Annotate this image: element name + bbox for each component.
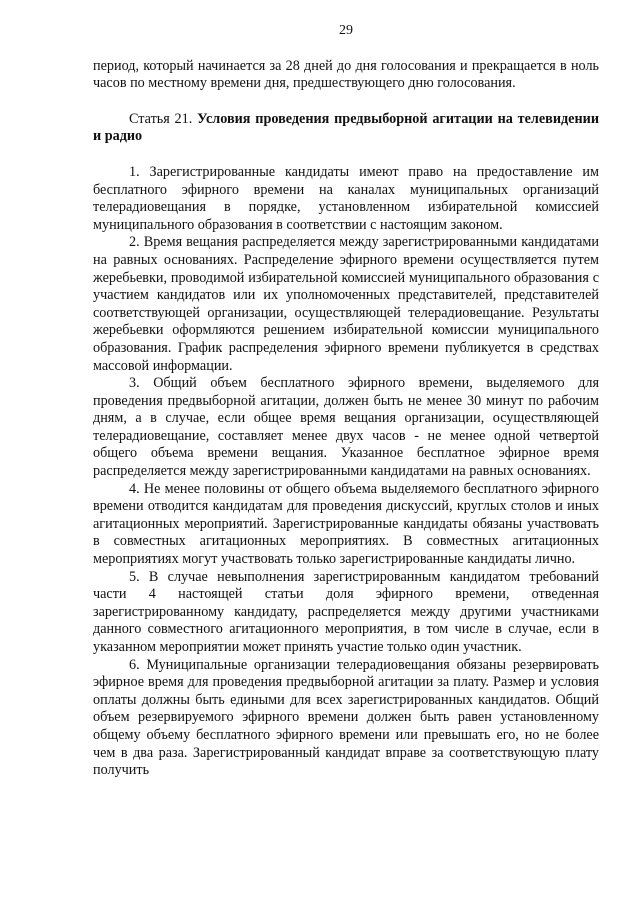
intro-paragraph: период, который начинается за 28 дней до дня голосования и прекращается в ноль часов по местному времени дня, предшествующего дню голосования.	[93, 57, 599, 92]
paragraph-2: 2. Время вещания распределяется между зарегистрированными кандидатами на равных основаниях. Распределение эфирного времени осуществляется путем жеребьевки, проводимой избирательной комиссией муниципального образования с участием кандидатов или их уполномоченных представителей, представителей соответствующей организации, осуществляющей телерадиовещание. Результаты жеребьевки оформляются решением избирательной комиссии муниципального образования. График распределения эфирного времени публикуется в средствах массовой информации.	[93, 234, 599, 374]
paragraph-4: 4. Не менее половины от общего объема выделяемого бесплатного эфирного времени отводится кандидатам для проведения дискуссий, круглых столов и иных агитационных мероприятий. Зарегистрированные кандидаты обязаны участвовать в совместных агитационных мероприятиях. В совместных агитационных мероприятиях могут участвовать только зарегистрированные кандидаты лично.	[93, 480, 599, 568]
paragraph-6: 6. Муниципальные организации телерадиовещания обязаны резервировать эфирное время для проведения предвыборной агитации за плату. Размер и условия оплаты должны быть едиными для всех зарегистрированных кандидатов. Общий объем резервируемого эфирного времени должен быть равен установленному общему объему бесплатного эфирного времени или превышать его, но не более чем в два раза. Зарегистрированный кандидат вправе за соответствующую плату получить	[93, 656, 599, 779]
paragraph-3: 3. Общий объем бесплатного эфирного времени, выделяемого для проведения предвыборной агитации, должен быть не менее 30 минут по рабочим дням, а в случае, если общее время вещания организации, осуществляющей телерадиовещание, составляет менее двух часов - не менее одной четвертой общего объема времени вещания. Указанное бесплатное эфирное время распределяется между зарегистрированными кандидатами на равных основаниях.	[93, 375, 599, 480]
article-heading	[93, 111, 599, 146]
article-title: Условия проведения предвыборной агитации на телевидении и радио	[93, 110, 600, 145]
page-number: 29	[339, 23, 353, 38]
document-page	[93, 22, 599, 780]
paragraph-5: 5. В случае невыполнения зарегистрированным кандидатом требований части 4 настоящей статьи доля эфирного времени, отведенная зарегистрированному кандидату, распределяется между другими участниками данного совместного агитационного мероприятия, в том числе в случае, если в указанном мероприятии может принять участие только один участник.	[93, 568, 599, 655]
paragraph-1: 1. Зарегистрированные кандидаты имеют право на предоставление им бесплатного эфирного времени на каналах муниципальных организаций телерадиовещания в порядке, установленном избирательной комиссией муниципального образования в соответствии с настоящим законом.	[93, 163, 599, 233]
article-label: Статья 21.	[129, 110, 193, 127]
